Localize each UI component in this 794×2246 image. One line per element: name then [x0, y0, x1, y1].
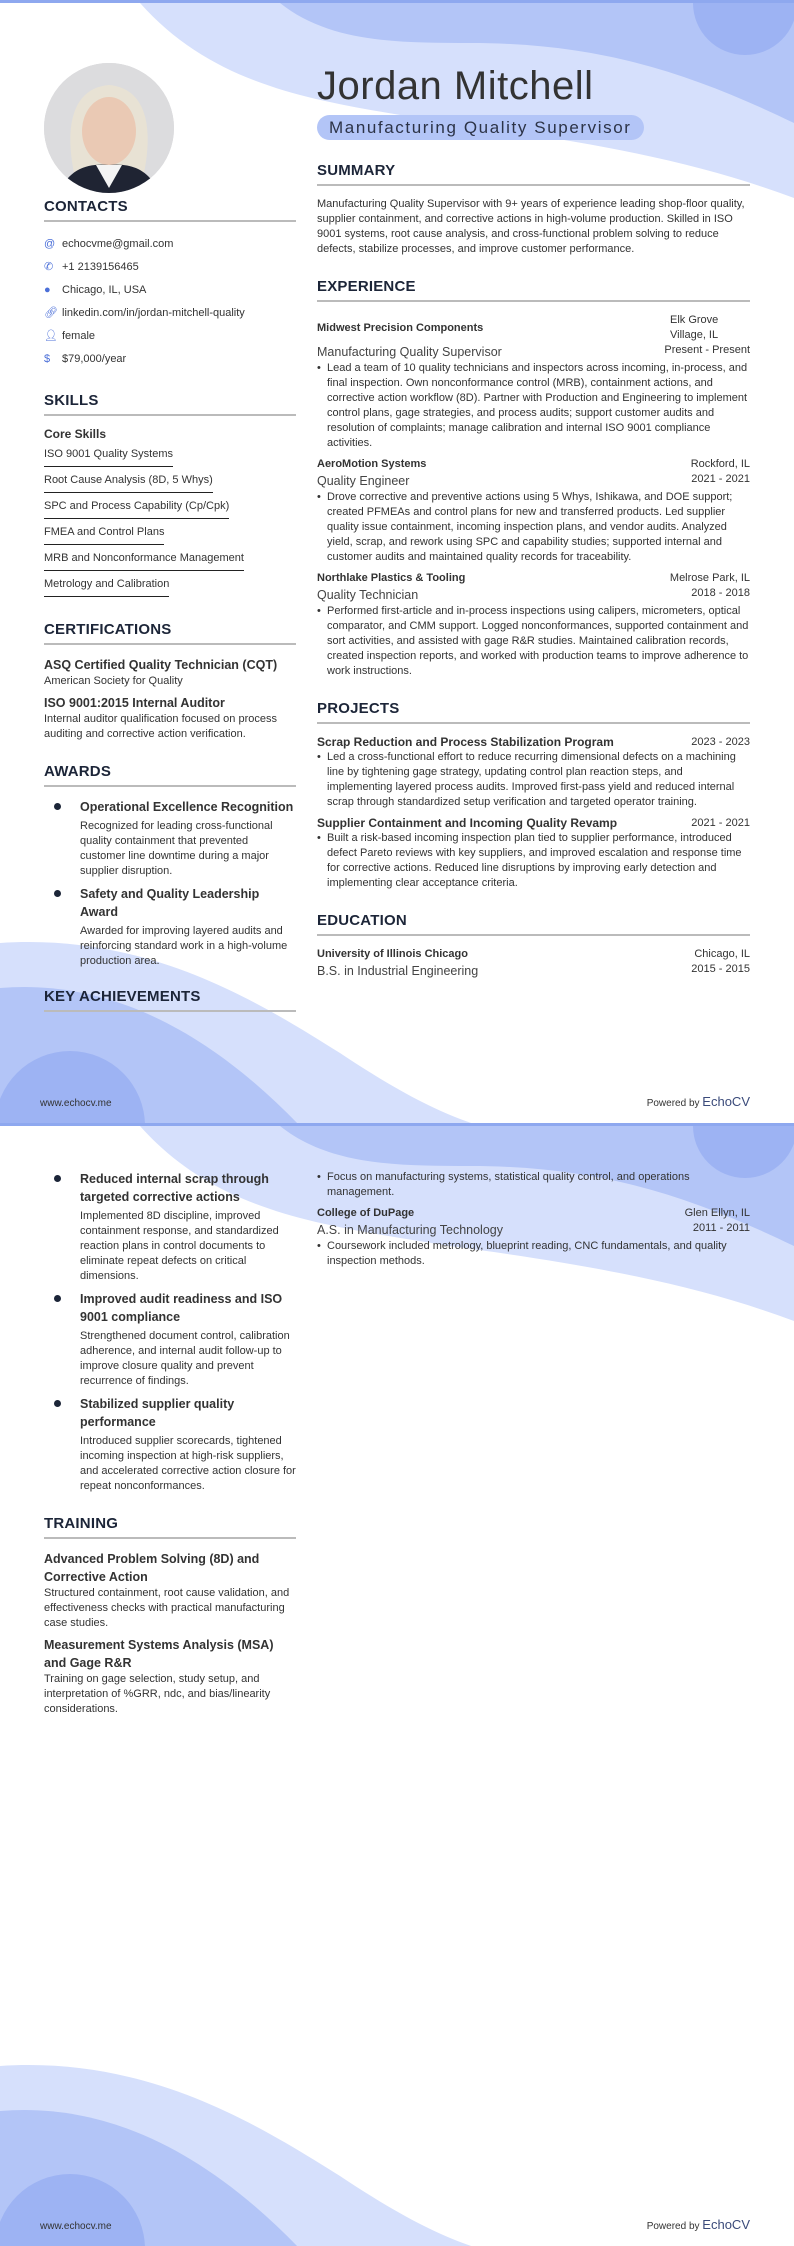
dollar-icon: $	[44, 353, 51, 365]
training-heading: TRAINING	[44, 1516, 296, 1539]
resume-page-2	[0, 1123, 794, 2246]
cert-title: ASQ Certified Quality Technician (CQT)	[44, 658, 278, 672]
person-icon: 👤︎	[44, 330, 58, 342]
education-item-bullets: • Focus on manufacturing systems, statistical quality control, and operations management.	[317, 1170, 750, 1200]
avatar	[44, 63, 174, 193]
education-heading: EDUCATION	[317, 913, 750, 936]
skill-item: Root Cause Analysis (8D, 5 Whys)	[44, 470, 213, 493]
cert-desc: American Society for Quality	[44, 675, 183, 687]
bullet-icon	[54, 1400, 61, 1407]
bullet-icon	[54, 890, 61, 897]
award-item: Operational Excellence Recognition Recognized for leading cross-functional quality containment that prevented customer line downtime during a major supplier disruption.	[44, 798, 296, 879]
projects-section	[317, 701, 750, 891]
achievement-item: Improved audit readiness and ISO 9001 compliance Strengthened document control, calibration adherence, and internal audit follow-up to improve closure quality and prevent recurrence of findings.	[44, 1290, 296, 1389]
bullet-icon	[54, 803, 61, 810]
education-item: College of DuPage Glen Ellyn, IL A.S. in Manufacturing Technology 2011 - 2011 • Coursework included metrology, blueprint reading, CNC fundamentals, and quality inspection methods.	[317, 1206, 750, 1269]
contact-phone[interactable]: ✆ +1 2139156465	[44, 261, 139, 273]
footer-website[interactable]: www.echocv.me	[40, 2221, 112, 2232]
phone-icon: ✆	[44, 261, 54, 273]
skills-section	[44, 393, 296, 600]
experience-item: Northlake Plastics & Tooling Melrose Park, IL Quality Technician 2018 - 2018 • Performed first-article and in-process inspections using calipers, micrometers, optical comparator, and CMM support. Logged nonconformances, supported containment and sort activities, and assisted with gage R&R studies. Maintained calibration records, created inspection reports, and worked with production teams to improve adherence to work instructions.	[317, 571, 750, 679]
contact-salary: $ $79,000/year	[44, 353, 127, 365]
contact-gender: 👤︎ female	[44, 330, 96, 342]
certifications-heading: CERTIFICATIONS	[44, 622, 296, 645]
bullet-icon	[54, 1175, 61, 1182]
training-section	[44, 1516, 296, 1717]
experience-heading: EXPERIENCE	[317, 279, 750, 302]
contact-linkedin[interactable]: 🔗︎ linkedin.com/in/jordan-mitchell-quality	[44, 307, 245, 319]
footer-powered: Powered by EchoCV	[646, 1094, 750, 1109]
cert-title: ISO 9001:2015 Internal Auditor	[44, 696, 225, 710]
projects-heading: PROJECTS	[317, 701, 750, 724]
achievement-item: Reduced internal scrap through targeted corrective actions Implemented 8D discipline, improved containment response, and standardized reaction plans in control documents to eliminate repeat defects on critical dimensions.	[44, 1170, 296, 1284]
contact-email[interactable]: @ echocvme@gmail.com	[44, 238, 174, 250]
skills-group-title: Core Skills	[44, 427, 107, 441]
bullet-icon	[54, 1295, 61, 1302]
awards-heading: AWARDS	[44, 764, 296, 787]
award-item: Safety and Quality Leadership Award Awarded for improving layered audits and reinforcing standard work in a high-volume production area.	[44, 885, 296, 969]
footer-powered: Powered by EchoCV	[646, 2217, 750, 2232]
contacts-section	[44, 199, 296, 371]
skill-item: Metrology and Calibration	[44, 574, 169, 597]
training-desc: Structured containment, root cause validation, and effectiveness checks with practical manufacturing case studies.	[44, 1587, 290, 1629]
achievements-list	[44, 1170, 296, 1494]
achievement-item: Stabilized supplier quality performance Introduced supplier scorecards, tightened incoming inspection at high-risk suppliers, and accelerated corrective action closure for repeat nonconformances.	[44, 1395, 296, 1494]
contacts-heading: CONTACTS	[44, 199, 296, 222]
skill-item: SPC and Process Capability (Cp/Cpk)	[44, 496, 229, 519]
skills-heading: SKILLS	[44, 393, 296, 416]
link-icon: 🔗︎	[44, 307, 58, 319]
training-title: Advanced Problem Solving (8D) and Corrective Action	[44, 1552, 260, 1584]
training-title: Measurement Systems Analysis (MSA) and Gage R&R	[44, 1638, 274, 1670]
education-item: University of Illinois Chicago Chicago, IL B.S. in Industrial Engineering 2015 - 2015	[317, 948, 750, 978]
project-item: Scrap Reduction and Process Stabilization Program 2023 - 2023 • Led a cross-functional effort to reduce recurring dimensional defects on a machining line by tightening gage strategy, updating control plan reaction steps, and implementing layered process audits. Improved first-pass yield and reduced internal scrap through standardized setup verification and targeted operator training.	[317, 735, 750, 810]
achievements-section	[44, 989, 296, 1012]
achievements-heading: KEY ACHIEVEMENTS	[44, 989, 296, 1012]
summary-heading: SUMMARY	[317, 163, 750, 186]
brand-logo: EchoCV	[702, 2217, 750, 2232]
skill-item: FMEA and Control Plans	[44, 522, 164, 545]
candidate-name: Jordan Mitchell	[317, 64, 594, 108]
experience-section	[317, 279, 750, 679]
brand-logo: EchoCV	[702, 1094, 750, 1109]
experience-item: Midwest Precision Components Elk Grove Village, IL Manufacturing Quality Supervisor Present - Present • Lead a team of 10 quality technicians and inspectors across incoming, in-process, and final inspection. Own nonconformance control (MRB), containment actions, and corrective action workflow (8D). Partner with Production and Engineering to implement control plans, gage strategies, and process audits; support customer audits and resolution of complaints; manage calibration and internal ISO 9001 compliance activities.	[317, 313, 750, 451]
summary-section	[317, 163, 750, 257]
awards-section	[44, 764, 296, 969]
footer-website[interactable]: www.echocv.me	[40, 1098, 112, 1109]
at-icon: @	[44, 238, 56, 250]
summary-text: Manufacturing Quality Supervisor with 9+ years of experience leading shop-floor quality, supplier containment, and corrective actions in high-volume production. Skilled in ISO 9001 systems, root cause analysis, and cross-functional problem solving to reduce defects, stabilize processes, and improve customer performance.	[317, 198, 745, 255]
education-section	[317, 913, 750, 980]
skill-item: ISO 9001 Quality Systems	[44, 444, 173, 467]
experience-item: AeroMotion Systems Rockford, IL Quality Engineer 2021 - 2021 • Drove corrective and preventive actions using 5 Whys, Ishikawa, and DOE support; created PFMEAs and control plans for new and transferred products. Led supplier quality issue containment, incoming inspection plans, and vendor audits. Analyzed yield, scrap, and rework using SPC and capability studies; supported internal and customer audits and maintained quality records for traceability.	[317, 457, 750, 565]
project-item: Supplier Containment and Incoming Quality Revamp 2021 - 2021 • Built a risk-based incoming inspection plan tied to supplier performance, introduced defect Pareto reviews with key suppliers, and improved escalation and response time for corrective actions. Reduced line disruptions by improving early detection and implementing clear acceptance criteria.	[317, 816, 750, 891]
certifications-section	[44, 622, 296, 742]
skill-item: MRB and Nonconformance Management	[44, 548, 244, 571]
contact-location: ● Chicago, IL, USA	[44, 284, 147, 296]
cert-desc: Internal auditor qualification focused on process auditing and corrective action verification.	[44, 713, 277, 740]
location-icon: ●	[44, 284, 51, 296]
training-desc: Training on gage selection, study setup, and interpretation of %GRR, ndc, and bias/linearity considerations.	[44, 1673, 271, 1715]
job-title-badge: Manufacturing Quality Supervisor	[317, 115, 644, 140]
